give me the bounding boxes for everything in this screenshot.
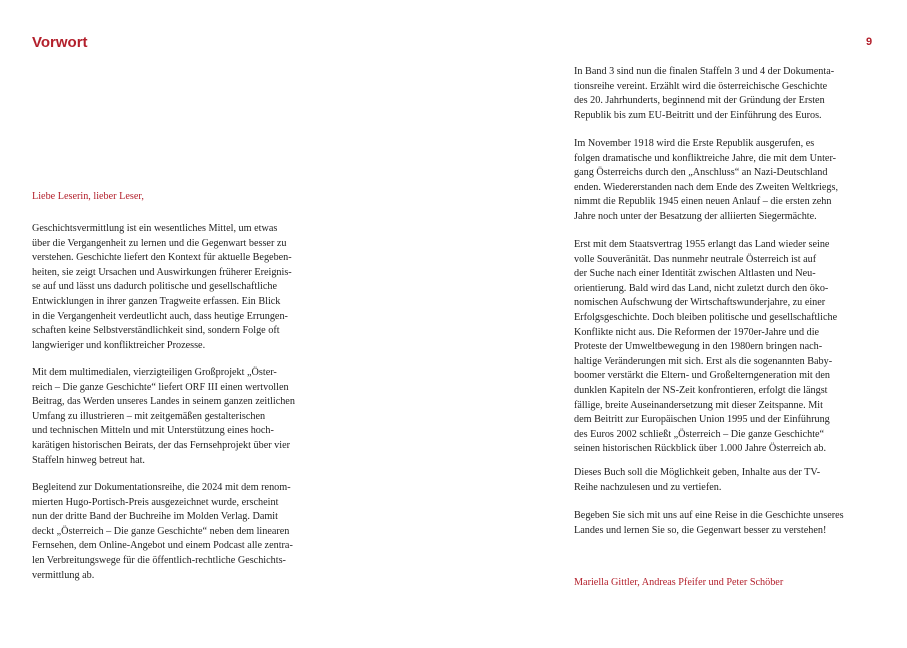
left-paragraph-1 — [32, 222, 332, 353]
right-paragraph-4 — [574, 466, 884, 495]
right-paragraph-2 — [574, 137, 884, 225]
salutation: Liebe Leserin, lieber Leser, — [32, 191, 144, 203]
left-paragraph-2 — [32, 366, 332, 468]
signature: Mariella Gittler, Andreas Pfeifer und Peter Schöber — [574, 577, 784, 589]
right-paragraph-1 — [574, 65, 884, 123]
page-number: 9 — [866, 36, 873, 48]
paragraph-text: Begeben Sie sich mit uns auf eine Reise in die Geschichte unseres Landes und lernen Sie so, die Gegenwart besser zu verstehen! — [574, 510, 844, 536]
left-paragraph-3 — [32, 481, 332, 583]
page-title: Vorwort — [32, 34, 88, 51]
paragraph-text: In Band 3 sind nun die finalen Staffeln 3 und 4 der Dokumenta- tionsreihe vereint. Erzählt wird die österreichische Geschichte des 20. Jahrhunderts, beginnend mit der Gründung der Ersten Republik bis zum EU-Beitritt und der Einführung des Euros. — [574, 66, 835, 121]
paragraph-text: Erst mit dem Staatsvertrag 1955 erlangt das Land wieder seine volle Souveränität. Das nunmehr neutrale Österreich ist auf der Suche nach einer Identität zwischen Altlasten und Neu- orientierung. Bald wird das Land, nicht zuletzt durch den öko- nomischen Aufschwung der Wirtschaftswunderjahre, zu einer Erfolgsgeschichte. Doch bleiben politische und gesellschaftliche Konflikte nicht aus. Die Reformen der 1970er-Jahre und die Proteste der Umweltbewegung in den 1980ern bringen nach- haltige Veränderungen mit sich. Erst als die sogenannten Baby- boomer verstärkt die Eltern- und Großelterngeneration mit den dunklen Kapiteln der NS-Zeit konfrontieren, erfolgt die längst fällige, breite Auseinandersetzung mit dieser Zeitspanne. Mit dem Beitritt zur Europäischen Union 1995 und der Einführung des Euros 2002 schließt „Österreich – Die ganze Geschichte“ seinen historischen Rückblick über 1.000 Jahre Österreich ab. — [574, 239, 838, 455]
right-paragraph-5 — [574, 509, 884, 538]
paragraph-text: Begleitend zur Dokumentationsreihe, die 2024 mit dem renom- mierten Hugo-Portisch-Preis ausgezeichnet wurde, erscheint nun der dritte Band der Buchreihe im Molden Verlag. Damit deckt „Österreich – Die ganze Geschichte“ neben dem linearen Fernsehen, dem Online-Angebot und einem Podcast alle zentra- len Verbreitungswege für die öffentlich-rechtliche Geschichts- vermittlung ab. — [32, 482, 293, 581]
right-paragraph-3 — [574, 238, 884, 457]
paragraph-text: Im November 1918 wird die Erste Republik ausgerufen, es folgen dramatische und konfliktreiche Jahre, die mit dem Unter- gang Österreichs durch den „Anschluss“ an Nazi-Deutschland enden. Wiedererstanden nach dem Ende des Zweiten Weltkriegs, nimmt die Republik 1945 einen neuen Anlauf – die ersten zehn Jahre noch unter der Besatzung der alliierten Siegermächte. — [574, 138, 839, 222]
paragraph-text: Geschichtsvermittlung ist ein wesentliches Mittel, um etwas über die Vergangenheit zu lernen und die Gegenwart besser zu verstehen. Geschichte liefert den Kontext für aktuelle Begeben- heiten, sie zeigt Ursachen und Auswirkungen früherer Ereignis- se auf und lässt uns dadurch politische und gesellschaftliche Entwicklungen in ihrer ganzen Tragweite erfassen. Ein Blick in die Vergangenheit verdeutlicht auch, dass heutige Errungen- schaften keine Selbstverständlichkeit sind, sondern Folge oft langwieriger und konfliktreicher Prozesse. — [32, 223, 292, 351]
paragraph-text: Dieses Buch soll die Möglichkeit geben, Inhalte aus der TV- Reihe nachzulesen und zu vertiefen. — [574, 467, 821, 493]
paragraph-text: Mit dem multimedialen, vierzigteiligen Großprojekt „Öster- reich – Die ganze Geschichte“ liefert ORF III einen wertvollen Beitrag, das Werden unseres Landes in seinem ganzen zeitlichen Umfang zu illustrieren – mit zeitgemäßen gestalterischen und technischen Mitteln und mit Unterstützung eines hoch- karätigen historischen Beirats, der das Fernsehprojekt über vier Staffeln hinweg betreut hat. — [32, 367, 295, 466]
